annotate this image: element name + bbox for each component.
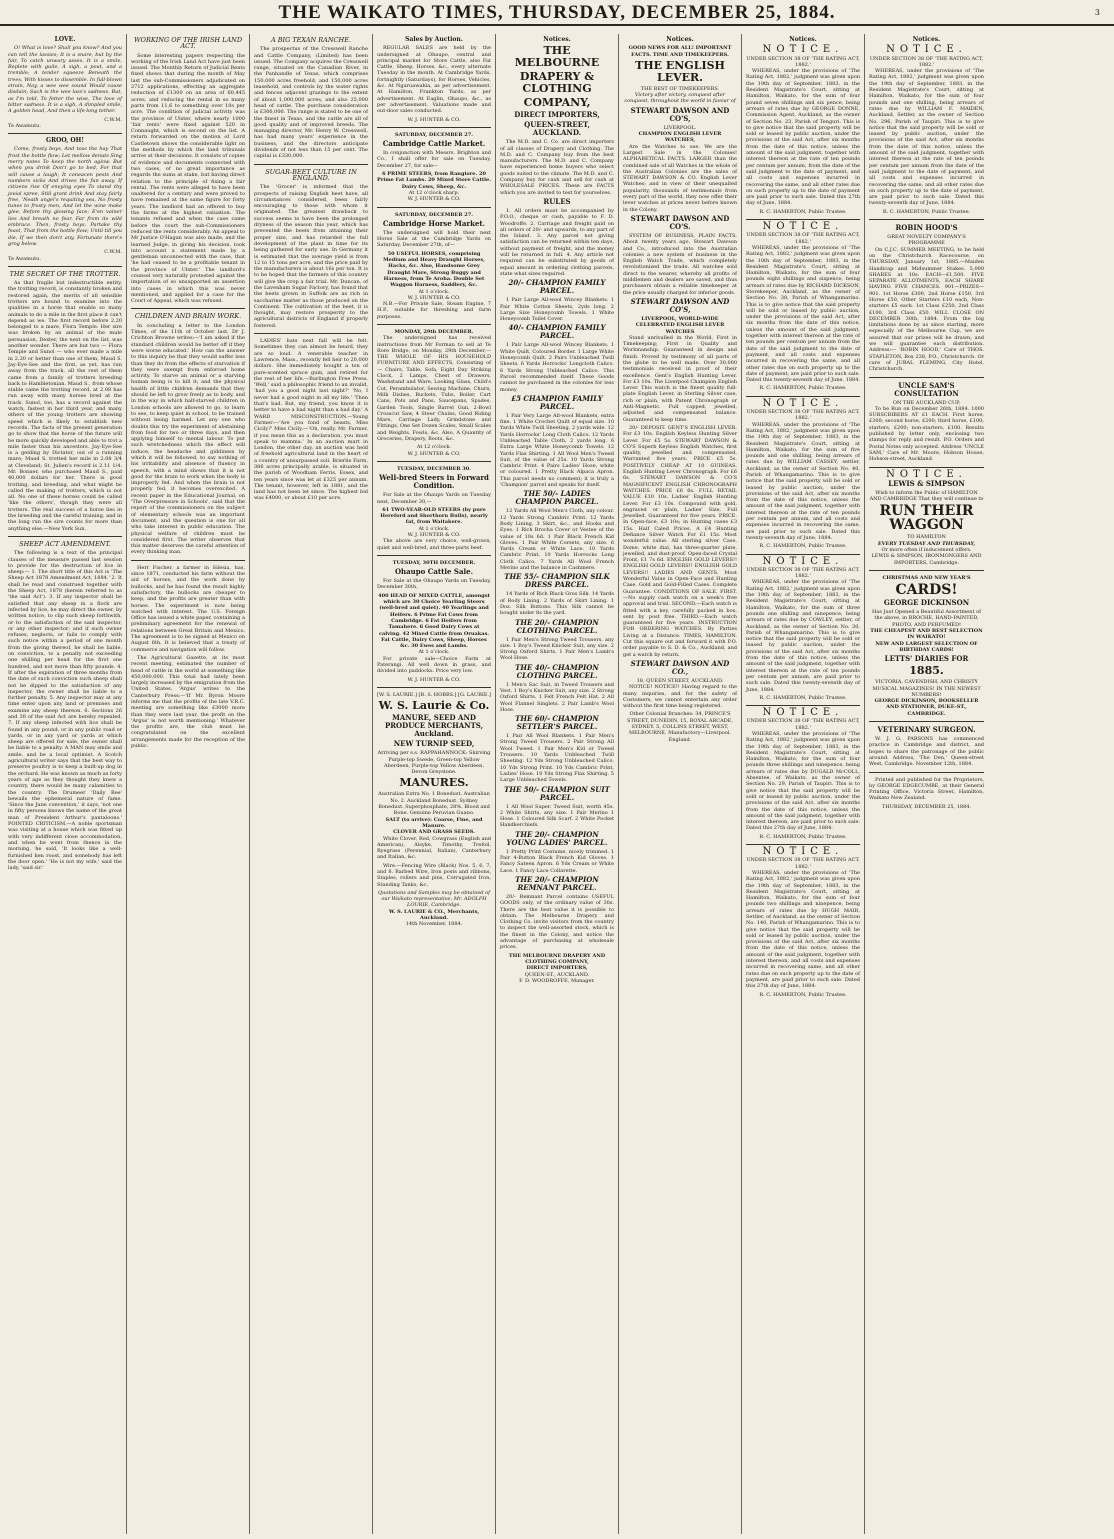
notice-text: WHEREAS, under the provisions of 'The Rating Act, 1882,' judgment was given upon the 19th day of September, 1883, in the Resident Magistrate's Court, sitting at Hamilton, Waikato, for the sum of five pounds and one shilling, being arrears of rates due by WILLIAM CASSEY, settler, Auckland, as the owner of Section No. 40, Parish of Whangamarino. This is to give notice that the said property will be sold or leased by public auction, under the provisions of the said Act, after six months from the date of this notice, unless the amount of the said judgment, together with interest thereon at the rate of ten pounds per centum per annum, and all costs and expenses incurred in recovering the same, are paid prior to such sale. Dated this twenty-seventh day of June, 1884. bbox=[746, 421, 860, 541]
wire-text: Wire.—Fencing Wire (Black) Nos. 5, 6, 7, and 8. Barbed Wire, Iron posts and ribbons, Staples, rollers and pins, Corrugated Iron, Standing Tanks, &c. bbox=[377, 862, 491, 888]
auction-date: SATURDAY, DECEMBER 27. bbox=[395, 131, 473, 138]
ad-subtitle: ON THE AUCKLAND CUP, bbox=[892, 399, 961, 406]
article-text: The 'Grocer' is informed that the prospects of raising English beet have, all circumstances considered, been fairly encouraging to those with whom it originated. The greatest drawback to success seems to have been the prolonged dryness of the season this year, which has prevented the beets from attaining their proper size, and has retarded the full development of the plant in time for its being gathered for early use. In Germany it is estimated that the average yield is from 12 to 15 tons per acre, and the price paid by the manufacturers is about 16s per ton. It is to be hoped that the farmers of this country will give the crop a fair trial. Mr. Duncan, of the Lavenham Sugar Factory, has found that the beets grown in Suffolk are as rich in saccharine matter as those produced on the Continent. The cultivation of the beet, it is thought, may restore prosperity to the agricultural districts of England if properly fostered. bbox=[254, 184, 368, 329]
notice-text: WHEREAS, under the provisions of 'The Rating Act, 1882,' judgment was given upon the 10th day of September, 1883, in the Resident Magistrate's Court, sitting at Hamilton, Waikato, for the sum of four pounds eight shillings and sixpence, being arrears of rates due by RICHARD DICKSON, Storekeeper, Auckland, as the owner of Section No. 38, Parish of Whangamarino. This is to give notice that the said property will be sold or leased by public auction, under the provisions of the said Act, after six months from the date of this notice, unless the amount of the said judgment, together with interest thereon at the rate of ten pounds per centum per annum from the date of the said judgment to the date of payment, and all costs and expenses incurred in recovering the same, and all other rates due on such property up to the date of payment, are paid prior to such sale. Dated this twenty-seventh day of June, 1884. bbox=[746, 244, 861, 384]
parcel-text: 1 Pair Very Large All-wool Blankets, extra fine. 1 White Crochet Quilt of equal size. 10 Yards White Twill Sheeting, 2 yards wide. 12 Yards Horrocks' Long Cloth Calico. 12 Yards Unbleached Table Cloth, 2 yards long. 6 Extra Large White Honeycomb Towels. 12 Yards Flax Shirting. 1 All Wool Men's Tweed Suit, of the value of 25s. 10 Yards Strong Cambric Print. 4 Pairs Ladies' Hose, white or coloured. 1 Pretty Black Alpaca Apron. This parcel needs no comment; it is truly a 'Champion' parcel and speaks for itself. bbox=[500, 412, 614, 489]
firm-signature: W. S. LAURIE & CO., Merchants, Auckland. bbox=[388, 908, 480, 922]
auction-signature: W. J. HUNTER & CO. bbox=[407, 676, 461, 683]
ad-year: 1885. bbox=[909, 664, 944, 678]
notice-signature: R. C. HAMERTON, Public Trustee. bbox=[759, 385, 847, 392]
ad-text: W. J. G. PARSONS has commenced practice in Cambridge and district, and hopes to share the patronage of the public around. Address, 'The Den,' Queen-street West, Cambridge. November 12th, 1884. bbox=[869, 736, 984, 768]
divider bbox=[746, 844, 860, 845]
auction-signature: W. J. HUNTER & CO. bbox=[407, 294, 461, 301]
article-text: As that fragile but indestructible entity, the trotting record, is constantly broken and restored again, the merits of all sensible trotters are bound to examine into the qualities in a horse that enable so many animals to do a mile in the first place it can't depend as we. The first record before 2.20 belonged to a mare, Flora Temple. Her sire was broken by an animal of the mule persuasion, Dexter, the next on the list, was another wonder. There are but two — Flora Temple and Sunol — who ever made a mile in 2.20 or better than one of them, Maud S. Jay-Eye-See and the first, as yet, has run away from the track, all the rest of them came from a family of trotters breeding back to Hambletonian. Maud S., from whose stable came the trotting record, at 2.08 has run away with many horses bred at the track. Sunol, too, has a record against the watch, fastest in her third year, and many others of the young trotters are showing speed which is likely to establish new records. The facts of the present generation go to show that the horse of the future will be more quickly developed and able to trot a mile faster than his ancestors. Jay-Eye-See is a gelding by Dictator, out of a running mare; Maud S. trotted her mile in 2.08 3/4 at Cleveland; St. Julien's record is 2.11 1/4. Mr. Bonner, who purchased Maud S., paid 40,000 dollars for her. There is good trotting, and breeding, and what might be called the making of trotters, which is not all. No one of these horses could be called 'like the others', though they were all trotters. The real success of a horse lies in the breeding and the careful training, and in the long run the sire counts for more than anything else.—New York Sun. bbox=[8, 280, 122, 532]
article-text: LADIES' hats next fall will be felt. Sometimes they can almost be heard, they are so loud. A venerable teacher in Lawrence, Mass., recently fell heir to 20,000 dollars. She immediately bought a ton of pure-scented spruce gum, and retired for the rest of her life.—Burlington Free Press. 'Well,' said a philosophic friend to an invalid, 'had you a good night last night?' 'No, I never had a good night in all my life.' 'Then that's bad. But, my friend, you know it is better to have a bad night than a bad day.' A WARD MISCONSTRUCTION.—Young Farmer:—'Are you fond of beasts, Miss Cicily?' Miss Cicily:—'Oh, really, Mr. Farmer, if you mean this as a declaration, you must speak to mamma.' In an auction mart in London, the other day, an auction was held of freehold agricultural land in the heart of a country of unsurpassed soil. Brierlie Farm, 386 acres principally arable, is situated in the parish of Woodham Ferris, Essex, and ten years since was let at £325 per annum. The tenant, however, left in 1881, and the land has not been let since. The highest bid was £4000, or about £10 per acre. bbox=[254, 338, 368, 502]
auction-signature: W. J. HUNTER & CO. bbox=[407, 532, 461, 538]
divider bbox=[131, 560, 245, 561]
ad-subtitle: THE BEST OF TIMEKEEPERS. bbox=[640, 85, 720, 92]
ad-text: THE CHEAPEST AND BEST SELECTION IN WAIKATO! bbox=[870, 628, 983, 641]
notice-title: NOTICE. bbox=[762, 846, 844, 858]
notice-title: NOTICE. bbox=[762, 44, 844, 56]
ad-text: TO HAMILTON bbox=[907, 534, 946, 541]
parcel-heading: £5 CHAMPION FAMILY PARCEL. bbox=[511, 393, 603, 411]
auction-time: At 12 o'clock sharp. bbox=[408, 189, 460, 196]
divider bbox=[746, 396, 860, 397]
ad-title: ROBIN HOOD'S bbox=[895, 223, 958, 233]
article-heading: WORKING OF THE IRISH LAND ACT. bbox=[133, 36, 243, 51]
auction-note: For private sale—Choice Farm at Paterangi. All well down in grass, and divided into paddocks. Price very low. bbox=[377, 655, 491, 675]
newspaper-title: THE WAIKATO TIMES, THURSDAY, DECEMBER 25, 1884. bbox=[278, 2, 836, 23]
ad-text: NOTICE! NOTICE!! Having regard to the many inquiries, and for the safety of Customers, we cannot entertain any order without the first time being registered. bbox=[623, 684, 737, 710]
article-heading: A BIG TEXAN RANCHE. bbox=[270, 36, 351, 44]
firm-name: STEWART DAWSON AND CO'S, bbox=[630, 296, 730, 314]
parcel-heading: 40/- CHAMPION FAMILY PARCEL. bbox=[508, 323, 606, 341]
column-4 bbox=[373, 34, 496, 1534]
divider bbox=[8, 266, 122, 267]
rules-heading: RULES bbox=[543, 196, 571, 206]
divider bbox=[254, 333, 368, 334]
poem-place: Te Awamutu. bbox=[8, 255, 41, 262]
divider bbox=[869, 467, 984, 468]
parcel-text: 12 Yards All Wool Men's Cloth, any colour. 12 Yards Strong Cambric Print. 12 Yards Body Lining, 3 Skirt, &c., and Hooks and Eyes. 1 Rich Brocha Cover or Vestee of the value of 10s 6d. 1 Pair Black French Kid Gloves. 1 Pair White Corsets, any size. 6 Yards Cream or White Lace. 10 Yards Cambric Print. 10 Yards Horrocks Long Cloth Calico. 7 Yards All Wool French Merino and the balance in Cashmere. bbox=[500, 508, 614, 572]
column-7 bbox=[742, 34, 865, 1534]
ad-text: NEW AND LARGEST SELECTION OF BIRTHDAY CARDS! bbox=[875, 640, 978, 653]
notice-signature: R. C. HAMERTON, Public Trustee. bbox=[759, 991, 847, 998]
manures-text: Australian Extra No. 1 Bonedust. Australian No. 2. Auckland Bonedust. Sydney Bonedust. Superphosphate, 28%. Blood and Bone. Genuine Peruvian Guano. bbox=[378, 791, 490, 817]
auction-text: For Sale at the Ohaupo Yards on Tuesday next, December 30,— bbox=[377, 492, 491, 505]
manures-heading: MANURES. bbox=[399, 776, 469, 790]
article-text: In concluding a letter to the London Times, of the 11th of October last, Dr J. Crichton Browne writes:—'I am asked if the standard children would be better off if they were worse educated.' How can the answer to this inquiry be that they would suffer less than they do from the effects of starvation if they were exempt from enforced home activity. To starve an animal or a starving human being is to kill it; and the physical health of little children demands that they should be left to grow freely as to body, and in the way in which half-starved children in London schools are allowed to go, to learn to see, to keep quiet in school, to be trained without being harmed. Let any one who doubts this try the experiment of abstaining from food for two or three days, and then applying himself to mental labour. To put such wretchedness which the effect will induce, the headache and giddiness by which it will be followed, to say nothing of his irritability and absence of fluency in speech, with a mind shows that it is not good for the brain to work when the body is improperly fed. And when the brain is not properly fed, it becomes overexcited. A recent paper in the Educational Journal, on 'The Overpressure in Schools', said that the report of the commissioners on the subject of elementary schools was an important document, and the question is one for all who take interest in public education. The physical welfare of children must be considered first. The writer observes that this matter deserves the careful attention of every thinking man. bbox=[131, 322, 245, 556]
parcel-text: 1 Pair Large All-wool Wincey Blankets. 1 White Quilt, Coloured Border. 1 Large White Honeycomb Quilt. 2 Pairs Unbleached Twill Sheets. 6 Yards Horrocks' Longcloth Calico. 6 Yards Strong Unbleached Calico. This Parcel recommended itself. These Goods cannot be purchased in the colonies for less money. bbox=[500, 342, 614, 393]
notice-title: NOTICE. bbox=[886, 468, 967, 480]
seed-text: Arriving per s.s. RAPPAHANNOCK: Skirving Purple-top Swede, Green-top Yellow Aberdeen, Purple-top Yellow Aberdeen, Devon Greystone. bbox=[377, 750, 491, 776]
auction-lots: 6 PRIME STEERS, from Rangiore. 20 Prime Fat Lambs. 20 Mixed Store Cattle. Dairy Cows, Sheep, &c. bbox=[377, 171, 491, 190]
section-heading: Sales by Auction. bbox=[405, 36, 463, 43]
parcel-text: 1 Pair Large All-wool Wincey Blankets. 1 Pair White Cotton Sheets, 2yds long. 2 Large Size Honeycomb Towels. 1 White Honeycomb Toilet Cover. bbox=[500, 297, 614, 323]
seed-heading: NEW TURNIP SEED, bbox=[393, 739, 475, 749]
divider bbox=[869, 219, 984, 220]
parcel-heading: THE 20/- CHAMPION CLOTHING PARCEL. bbox=[515, 617, 599, 635]
parcel-text: 1 All Wool Super. Tweed Suit, worth 45s. 2 White Shirts, any size. 1 Pair Merino 1 Hose. 1 Coloured Silk Scarf. 2 White Pocket Handkerchiefs. bbox=[500, 803, 614, 829]
ad-signature: GEORGE DICKINSON, BOOKSELLER AND STATIONER, DUKE-ST., CAMBRIDGE. bbox=[874, 698, 979, 717]
firm-name: GEORGE DICKINSON bbox=[883, 598, 970, 608]
notice-signature: R. C. HAMERTON, Public Trustee. bbox=[882, 208, 971, 215]
auction-text: In conjunction with Messrs. Brighton and Co., I shall offer for sale on Tuesday, December 27, for sale— bbox=[377, 150, 491, 169]
notice-signature: R. C. HAMERTON, Public Trustee. bbox=[759, 543, 847, 550]
section-heading: Notices. bbox=[789, 36, 817, 43]
parcel-text: 14 Yards of Rich Black Gros Silk. 14 Yards of Body Lining. 2 Yards of Skirt Lining. 1 Doz. Silk Buttons. This Silk cannot be bought under 8s the yard. bbox=[500, 591, 614, 617]
notice-title: NOTICE. bbox=[762, 555, 844, 567]
parcel-heading: THE 50/- CHAMPION SUIT PARCEL. bbox=[504, 784, 610, 802]
ad-title: DRAPERY & CLOTHING bbox=[519, 70, 595, 96]
ad-title: THE MELBOURNE bbox=[514, 44, 600, 70]
auction-date: TUESDAY, DECEMBER 30. bbox=[397, 465, 471, 472]
parcel-text: 1 Pretty Print Costume, nicely trimmed. 1 Pair 4-Button Black French Kid Gloves. 1 Fancy Sateen Apron. 6 Yds Cream or White Lace. 1 Fancy Lace Collarette. bbox=[500, 848, 614, 874]
auction-note: The above are very choice, well-grown, quiet and well-bred, and three-parts beef. bbox=[377, 538, 491, 551]
firm-name: STEWART DAWSON AND CO'S, bbox=[630, 105, 730, 123]
ad-address: QUEEN-STREET, AUCKLAND. bbox=[524, 120, 590, 138]
article-text: The Agricultural Gazette, at its most recent meeting, estimated the number of head of cattle in the world at something like 450,000,000. This total had lately been largely increased by the emigration from the United States. 'Argus' writes to the Canterbury Press:—'If Mr. Byron Moore informs me that the profits of the late V.R.C. meeting are something like £3000 more than they were last year, the profit on the 'Argus' is not worth mentioning.' Whatever the profits are, the club must be congratulated on the excellent arrangements made for the reception of the public. bbox=[131, 654, 245, 750]
ad-heading: CHAMPION ENGLISH LEVER WATCHES, bbox=[638, 131, 722, 144]
column-1 bbox=[4, 34, 127, 1534]
section-heading: Notices. bbox=[912, 36, 941, 43]
notice-text: WHEREAS, under the provisions of 'The Rating Act, 1882,' judgment was given upon the 19th day of September, 1883, in the Resident Magistrate's Court, sitting at Hamilton, Waikato, for the sum of four pounds two shillings and ninepence, being arrears of rates due by HUGH MAIR, Settler, of Auckland, as the owner of Section No. 140, Parish of Whangamarino. This is to give notice that the said property will be sold or leased by public auction, under the provisions of the said Act, after six months from the date of this notice, unless the amount of the said judgment, together with interest thereon, and all costs and expenses incurred in recovering same, and all other rates due on such property up to the date of payment, are paid prior to such sale. Dated this 27th day of June, 1884. bbox=[746, 869, 860, 990]
auction-lots: 400 HEAD OF MIXED CATTLE, amongst which are 30 Choice Yearling Steers (well-bred and quiet). 40 Yearlings and Heifers. 6 Prime Fat Cows from Cambridge. 6 Fat Heifers from Tamahere. 6 Good Dairy Cows at calving. 42 Mixed Cattle from Oruakas. Fat Cattle, Dairy Cows, Sheep, Horses &c. 30 Ewes and Lambs. bbox=[378, 592, 490, 650]
divider bbox=[746, 219, 860, 220]
parcel-text: 20/- Remnant Parcel contains USEFUL GOODS only, of the ordinary value of 30s. There are the best value it is possible to obtain. The Melbourne Drapery and Clothing Co. invite visitors from the country to inspect the well-assorted stock, which is the finest in the Colony, and notice the advantage of purchasing at wholesale prices. bbox=[500, 893, 614, 951]
article-heading: SHEEP ACT AMENDMENT. bbox=[19, 539, 111, 548]
ad-text: VICTORIA, CAVENDISH, AND CHRISTY MUSICAL MAGAZINES! IN THE NEWEST NUMBERS! bbox=[872, 679, 981, 698]
divider bbox=[377, 555, 491, 556]
column-8 bbox=[865, 34, 988, 1534]
firm-city: LIVERPOOL. bbox=[663, 124, 697, 131]
auction-heading: Ohaupo Cattle Sale. bbox=[394, 567, 474, 577]
poem-text: Come, frosty boys, And toss the hay That frost the bottle flow; Let mellow denuts Sing merry notes To keep the north aglow. But when you drink Don't go to bed, For that will cause a laugh; It coneacen pests And numbers sicks And drives the fun away. If citizens rise Of envying eyes To stand thy jovial spree, Still grant drink And stay fairly free, 'Neath angel's requiting sea, No frosty tunes to frosty men, And let the wine make glee, Before thy glowing face; E'en vainer lies And breath no fear, Far from its wild embrace. Then, frosty boys, Partake thy feast, That from the bottle flow; Until till you die, If we then don't any, Fortunate there's grog below. bbox=[8, 146, 122, 247]
ad-text: SYSTEM OF BUSINESS, PLAIN FACTS. About twenty years ago, Stewart Dawson and Co., introduced into the Australian colonies a new system of business in the English Watch Trade, which completely revolutionized the trade. All watches sold direct to the wearer, whereby all profits of middlemen and dealers are saved, and thus purchasers obtain a reliable timekeeper at the price usually charged for inferior goods. bbox=[623, 232, 737, 296]
article-text: Some interesting papers respecting the working of the Irish Land Act have just been issued. The Monthly Return of Judicial Rents fixed shows that during the month of May last the sub-Commissioners adjudicated on 2712 applications, effecting an aggregate reduction of £1300 on an area of 60,445 acres, and reducing the rental in so many parts from 11,6 to something over 10s per acre. The condition of judicial activity was the province of Ulster, where nearly 1000 'fair rents' were fixed against 520 in Connaught, which is second on the list. A return forwarded on the motion of Lord Castletown shows the considerable light on the methods by which the land tribunals arrive at their decisions. It consists of copies of evidence and documents connected with two cases, of no great importance as regards the sums at stake, but having direct relation to the principle of fixing a fair rental. The rents were alleged to have been unaltered for a century and were proved to have remained at the same figure for forty years. The landlord had an offered to buy the farms at the highest valuation. The tenants refused and when the case came before the court the sub-Commissioners reduced the rents considerably. An appeal to Mr Justice O'Hagan was also made, and the learned Judge, in giving his decision, took into account a statement made by a gentleman unconnected with the case, that 'he had ceased to be a profitable tenant in the province of Ulster.' The landlord's counsel very naturally protested against the importation of so unsupported an assertion into cases in which this was never mentioned, and applied for a case for the Court of Appeal, which was refused. bbox=[131, 52, 245, 305]
divider bbox=[869, 377, 984, 378]
ad-title: VETERINARY SURGEON. bbox=[877, 725, 976, 735]
auction-time: At 1 o'clock. bbox=[418, 525, 450, 532]
article-text: The following is a text of the principal clauses of the measure passed last session to provide for the destruction of lice in sheep:— 1. The short title of this Act is 'The Sheep Act 1878 Amendment Act, 1884.' 2. It shall be read and construed together with the Sheep Act, 1878 (herein referred to as 'the said Act'). 3. If any inspector shall be satisfied that any sheep in a flock are infected by lice, he may direct the owner, by written notice, to clip such sheep forthwith, or to the satisfaction of the said inspector, or any other inspector; and if such owner refuses, neglects, or fails to comply with such notice within a period of one month from the giving thereof, he shall be liable, on conviction, to a penalty not exceeding one shilling per head for the first one hundred, and not more than fifty pounds. 4. If after the expiration of three months from the date of such conviction such sheep shall not be dipped to the satisfaction of any inspector, the owner shall be liable to a further penalty. 5. Any inspector may at any time enter upon any land or premises and examine any sheep thereon. 6. Sections 26 and 30 of the said Act are hereby repealed. 7. If any sheep infected with lice shall be found in any pound, or in any public road or yards, or in any yard or yards at which sheep are offered for sale, the owner shall be liable to a penalty. A MAN may smile and smile, and be a local optimist. A Scotch agricultural writer says that the best way to preserve poultry is to keep a built-up dog in the orchard. He was known as much as forty years of age as they thought they knew a country, there would be many calamities to the country. The Drumeer 'Daily Bee' bewails the ephemeral nature of fame. 'Since the June convention,' it says, 'not one in fifty persons knows the name of the great man of President Arthur's pantaloons.' POINTED CRITICISM.—A noble sportsman was visiting at a house which was fitted up with very indifferent close accommodation, and when he went from thence in the morning, he said, 'It looks like a well-furnished hen roost, and somebody has left the door open.' 'He is not my wife,' said the lady, 'said sir.' bbox=[8, 550, 122, 872]
ad-signature: QUEEN-ST., AUCKLAND. bbox=[524, 971, 590, 978]
branch-list: Other Colonial Branches: 34, PRINCE'S STREET, DUNEDIN. 15, ROYAL ARCADE, SYDNEY. 5, COLLINS STREET, WEST, MELBOURNE. Manufactory—Liverpool, England. bbox=[627, 711, 733, 743]
quotations-text: Quotations and Samples may be obtained of our Waikato representative, Mr. ADOLPH LOURIE, Cambridge. bbox=[378, 889, 490, 909]
imprint: Printed and published for the Proprietors, by GEORGE EDGECUMBE, at their General Printing Office, Victoria Street, Hamilton, Waikato New Zealand. bbox=[869, 776, 984, 802]
section-heading: Notices. bbox=[543, 36, 571, 43]
firm-name: STEWART DAWSON AND CO'S. bbox=[630, 213, 730, 231]
ad-text: LETTS' DIARIES FOR bbox=[884, 654, 969, 664]
ad-signature: F. D. WOODROFFE, Manager. bbox=[519, 977, 595, 984]
poem-place: Te Awamutu. bbox=[8, 122, 41, 129]
ad-big-text: CARDS! bbox=[895, 582, 958, 599]
column-5 bbox=[496, 34, 619, 1534]
notice-subtitle: UNDER SECTION 38 OF 'THE RATING ACT, 1882.' bbox=[746, 566, 860, 580]
notice-subtitle: UNDER SECTION 38 OF 'THE RATING ACT, 1882.' bbox=[746, 409, 860, 422]
divider bbox=[869, 570, 984, 571]
auction-date: MONDAY, 29th DECEMBER. bbox=[394, 328, 474, 335]
clover-heading: CLOVER AND GRASS SEEDS. bbox=[393, 829, 475, 836]
parcel-heading: THE 40/- CHAMPION CLOTHING PARCEL. bbox=[515, 662, 599, 680]
notice-text: WHEREAS, under the provisions of 'The Rating Act, 1882,' judgment was given upon the 19th day of September, 1883, in the Resident Magistrate's Court, sitting at Hamilton, Waikato, for the sum of four pounds three shillings and ninepence, being arrears of rates due by DUGALD McCOLL, Absentee, of Waikato, as the owner of Section No. 29, Parish of Taupiri. This is to give notice that the said property will be sold or leased by public auction, under the provisions of the said Act, after six months from the date of this notice, unless the amount of the said judgment, together with interest thereon, are paid prior to such sale. Dated this 27th day of June, 1884. bbox=[746, 730, 860, 832]
article-heading: SUGAR-BEET CULTURE IN ENGLAND. bbox=[265, 167, 357, 182]
notice-subtitle: UNDER SECTION 38 OF 'THE RATING ACT, 1882.' bbox=[746, 232, 860, 245]
poem-text: O! What is love? Shall you know? And you can tell the lassies; It is a snare, but by the fair, To catch unwary asses. It is a smile, Replete with guile, A sigh, a pout, and a tremble; A tender squeeze Beneath the trees, With kisses to dissemble. In full-blown strain, Nay, a wee wee sound Would cause disdain; Such is the wee lass's sadness. But, as I'm told, To fetter the wise, The love of bitter sadness. It is a sigh, A dimpled smile, A golden head, And then a life-long tether. bbox=[8, 45, 122, 115]
ad-text: On C.J.C. SUMMER MEETING, to be held on the Christchurch Racecourse, on THURSDAY, January 1st, 1885.—Maiden Handicap and Midsummer Stakes. 5,000 SHARES at 10s. EACH—£1,500. FIVE SEPARATE ALLOTMENTS, EACH SHARE HAVING FIVE CHANCES. 901—PRIZES—901. 1st Horse £300, 2nd Horse £150, 3rd Horse £50, Other Starters £10 each, Non-starters £5 each. 1st Class £250, 2nd Class £100, 3rd Class £50. WILL CLOSE ON DECEMBER 30th, 1884. From the big limitations done by us since starting, more especially of the Melbourne Cup, we are assured that our prizes will be drawn; and we will guarantee each distribution. Address:— 'ROBIN HOOD,' Care of THOS. STAPLETON, Box 238, P.O., Christchurch. Or care of JUBAL FLEMING, City Hotel, Christchurch. bbox=[869, 246, 984, 373]
auction-text: The undersigned has received instructions from Mr Forman to sell at Te Rore Bridge, on Monday, 29th December,— THE WHOLE OF HIS HOUSEHOLD FURNITURE AND EFFECTS, Consisting of— Chairs, Table, Sofa, Eight Day Striking Clock, 2 Lamps, Chest of Drawers, Washstand and Ware, Looking Glass, Child's Cot, Perambulator, Sewing Machine, Churn, Milk Dishes, Buckets, Tubs, Boiler, Cart Cans, Pots and Pans, Saucepans, Spades, Garden Tools, Single Barrel Gun, 2-Bowl Crosscut Saw, 4 Steer Chains, Good Riding Mare, Carriage Lady, Grindstone and Fittings, One Set Dozen Scales, Small Scales and Weights, Fowls, &c. Also, A Quantity of Groceries, Drapery, Boots, &c. bbox=[377, 335, 491, 443]
ad-kicker: GOOD NEWS FOR ALL! IMPORTANT FACTS. TIME AND TIMEKEEPERS. bbox=[628, 45, 732, 58]
ad-title: THE ENGLISH LEVER. bbox=[635, 58, 725, 84]
divider bbox=[377, 127, 491, 128]
column-6 bbox=[619, 34, 742, 1534]
notice-text: WHEREAS, under the provisions of 'The Rating Act, 1882,' judgment was given upon the 19th day of September, 1883, in the Resident Magistrate's Court, sitting at Hamilton, Waikato, for the sum of four pounds and one shilling, being arrears of rates due by WILLIAM F. MAIDEN, Auckland, Settler, as the owner of Section No. 296, Parish of Taupiri. This is to give notice that the said property will be sold or leased by public auction, under the provisions of the said Act, after six months from the date of this notice, unless the amount of the said judgment, together with interest thereon at the rate of ten pounds per centum per annum from the date of the said judgment to the date of payment, and all costs and expenses incurred in recovering the same, and all other rates due on such property up to the date of payment, are paid prior to such sale. Dated this twenty-seventh day of June, 1884. bbox=[869, 68, 984, 207]
firm-name: STEWART DAWSON AND CO., bbox=[630, 658, 730, 676]
divider bbox=[8, 536, 122, 537]
auction-text: For Sale at the Ohaupo Yards on Tuesday, December 30th, bbox=[377, 578, 491, 591]
parcel-heading: THE 55/- CHAMPION SILK DRESS PARCEL. bbox=[504, 572, 610, 590]
notice-signature: R. C. HAMERTON, Public Trustee. bbox=[759, 833, 847, 840]
auction-time: At 1 o'clock. bbox=[418, 288, 450, 295]
firm-address: 18, QUEEN STREET, AUCKLAND. bbox=[636, 677, 724, 684]
parcel-heading: THE 20/- CHAMPION REMNANT PARCEL. bbox=[515, 874, 599, 892]
page-number: 3 bbox=[1094, 8, 1100, 17]
parcel-heading: THE 60/- CHAMPION SETTLER'S PARCEL. bbox=[515, 714, 599, 732]
firm-subtitle: MANURE, SEED AND PRODUCE MERCHANTS, Auckland. bbox=[384, 713, 484, 739]
ad-signature: DIRECT IMPORTERS, bbox=[526, 965, 588, 972]
divider bbox=[746, 554, 860, 555]
parcel-heading: THE 20/- CHAMPION YOUNG LADIES' PARCEL. bbox=[506, 829, 608, 847]
auction-heading: Cambridge Horse Market. bbox=[382, 218, 486, 228]
auction-signature: W. J. HUNTER & CO. bbox=[407, 196, 461, 203]
auction-time: At 1 o'clock. bbox=[418, 649, 450, 656]
ad-text: Stand unrivalled in the World, First in Timekeeping; First in Quality and Workmanship. Guaranteed in design and finish. Proved by testimony of all parts of the globe to be well made. Over 30,000 testimonials received in proof of their excellence. Gent's English Hunting Lever. For £3 10s. The Liverpool Champion English Lever. This watch is the finest quality full-plate English Lever, in Sterling Silver case, rich or plain, with Patent Chronograph or Anti-Magnetic. Full capped, jewelled, adjusted and compensated balance. Guaranteed to keep time. bbox=[623, 334, 737, 423]
divider bbox=[377, 324, 491, 325]
ad-text: To be Run on December 26th, 1884. 1000 SUBSCRIBERS AT £1 EACH. First horse, £300; second horse, £200; third horse, £100; starters, £200; non-starters, £100. Results published by letter only, enclosing two stamps for reply and result. P.O. Orders and Postal Notes only accepted. Address 'UNCLE SAM,' Care of Mr. Moore, Hobson House, Hobson-street, Auckland. bbox=[869, 405, 984, 463]
ad-title: COMPANY, bbox=[523, 96, 591, 110]
auction-heading: Well-bred Steers in Forward Condition. bbox=[379, 473, 489, 491]
firm-partners: [W. S. LAURIE.] [R. S. HOBBS.] [G. LAURIE.] bbox=[377, 691, 492, 698]
poem-author: C.W.M. bbox=[104, 249, 122, 256]
column-2 bbox=[127, 34, 250, 1534]
auction-text: The undersigned will hold their next Horse Sale at the Cambridge Yards on Saturday, December 27th, of— bbox=[377, 229, 491, 249]
notice-text: WHEREAS, under the provisions of 'The Rating Act, 1882,' judgment was given upon the 19th day of September, 1883, in the Resident Magistrate's Court, sitting at Hamilton, Waikato, for the sum of three pounds one shilling and ninepence, being arrears of rates due by COWLEY, settler, of Auckland, as the owner of Section No. 30, Parish of Whangamarino. This is to give notice that the said property will be sold or leased by public auction, under the provisions of the said Act, after six months from the date of this notice, unless the amount of the said judgment, together with interest thereon at the rate of ten pounds per centum per annum, are paid prior to such sale. Dated this twenty-seventh day of June, 1884. bbox=[746, 579, 860, 693]
auction-signature: W. J. HUNTER & CO. bbox=[407, 450, 461, 457]
firm-name: LEWIS & SIMPSON bbox=[888, 478, 965, 488]
auction-lots: 61 TWO-YEAR-OLD STEERS (by pure Hereford and Shorthorn Bulls), nearly fat, from Waitakere. bbox=[380, 506, 488, 526]
firm-date: 14th November, 1884. bbox=[405, 921, 463, 928]
column-3 bbox=[250, 34, 373, 1534]
salt-heading: SALT (to arrive): Coarse, Fine, and Manure. bbox=[385, 816, 483, 829]
notice-signature: R. C. HAMERTON, Public Trustee. bbox=[759, 208, 847, 215]
notice-title: NOTICE. bbox=[886, 44, 967, 56]
article-text: Herr Fischer, a farmer in Silesia, has, since 1871, conducted his farm without the aid of horses, and the work done by bullocks, and he has found the result highly satisfactory, the bullocks are cheaper to keep, and the profits are greater than with horses. The experiment is now being watched with interest. The U.S. Foreign Office has issued a white paper, containing a preliminary agreement for the renewal of relations between Great Britain and Mexico. The agreement is to be signed at Mexico on August 6th. It is believed that a treaty of commerce and navigation will follow. bbox=[131, 564, 245, 653]
ad-signature: THE MELBOURNE DRAPERY AND CLOTHING COMPANY, bbox=[508, 952, 606, 965]
auction-heading: Cambridge Cattle Market. bbox=[382, 139, 486, 149]
clover-text: White Clover, Red, Cowgrass (English and American), Alsyke, Timothy, Trefoil, Ryegrass (Perennial, Italian), Canterbury and Italian, &c. bbox=[377, 835, 491, 861]
auction-date: TUESDAY, 30TH DECEMBER. bbox=[392, 559, 476, 566]
ad-subtitle: GREAT NOVELTY COMPANY'S PROGRAMME bbox=[887, 234, 966, 247]
ad-text: EVERY TUESDAY AND THURSDAY, bbox=[877, 540, 976, 547]
auction-text: REGULAR SALES are held by the undersigned at Ohaupo, central and principal market for Store Cattle, also Fat Cattle, Sheep, Horses, &c., every alternate Tuesday in the month. At Cambridge Yards, fortnightly (Saturdays), for Horses, Vehicles, &c. At Ngaruawahia, as per advertisement. At Hamilton, Frankton Yards, as per advertisement. At Eaglin, Ohaupo, &c., as per advertisement. Valuations made and out-door sales conducted. bbox=[377, 45, 491, 115]
parcel-heading: 20/- CHAMPION FAMILY PARCEL. bbox=[508, 278, 606, 296]
notice-title: NOTICE. bbox=[762, 397, 844, 409]
rules-text: 1. All orders must be accompanied by P.O.O., cheque or cash, payable to F. D. Woodroffe. 2. Carriage and freight paid on all orders of 20/- and upwards, to any part of the Island. 3. Any parcel not giving satisfaction can be returned within ten days, without payment of freight, and the money will be returned in full. 4. Any article not required can be substituted by goods of equal amount in ordering clothing parcels, state what sizes required. bbox=[500, 207, 614, 277]
ad-text: Or more often if inducement offers. bbox=[881, 547, 972, 553]
ad-title: UNCLE SAM'S CONSULTATION bbox=[894, 380, 959, 398]
article-heading: CHILDREN AND BRAIN WORK. bbox=[134, 312, 242, 321]
firm-name: W. S. Laurie & Co. bbox=[378, 699, 490, 713]
notice-subtitle: UNDER SECTION 38 OF 'THE RATING ACT, 1882.' bbox=[746, 857, 860, 870]
ad-kicker: CHRISTMAS AND NEW YEAR'S bbox=[882, 574, 971, 581]
ad-text: The M.D. and C. Co. are direct importers of all classes of Drapery and Clothing. The M.D. and C. Company buy from the best manufacturers. The M.D. and C. Company have experienced home buyers who select goods suited to the climate. The M.D. and C. Company buy for cash and sell for cash at WHOLESALE PRICES. These are FACTS which you are invited to test for yourselves. bbox=[500, 139, 614, 196]
notice-signature: R. C. HAMERTON, Public Trustee. bbox=[759, 694, 847, 701]
ad-subtitle: DIRECT IMPORTERS, bbox=[514, 110, 600, 120]
imprint-date: THURSDAY, DECEMBER 25, 1884. bbox=[881, 803, 972, 810]
poem-author: C.W.M. bbox=[104, 116, 122, 123]
ad-signature: LEWIS & SIMPSON, IRONMONGERS AND IMPORTERS, Cambridge. bbox=[871, 553, 982, 566]
article-text: The prospectus of the Cresswell Ranche and Cattle Company, (Limited) has been issued. The Company acquires the Cresswell range, situated on the Canadian River, in the Panhandle of Texas, which comprises 150,000 acres freehold, and 150,000 acres leasehold, and controls by the water rights and fences adjacent grazings to the extent of about 1,000,000 acres, and also 25,000 head of cattle. The purchase consideration is £306,000. The range is stated to be one of the finest in Texas, and the cattle are all of good quality and of improved breeds. The managing director, Mr. Henry W. Cresswell, has had many years' experience in the business, and the directors anticipate dividends of not less than 15 per cent. The capital is £330,000. bbox=[254, 46, 368, 160]
ad-text: Are the Watches to use. We are the Largest Sale in the Colonies! ALPHABETICAL FACTS. LARGER than the combined sale of all Watches in the whole of the Australian Colonies are the sales of STEWART DAWSON & CO. English Lever Watches; and in view of their unequalled popularity, thousands of testimonials from every part of the world, they now offer their lever watches at prices never before known in the Colony. bbox=[623, 143, 737, 213]
auction-time: At 12 o'clock. bbox=[416, 444, 452, 451]
notice-subtitle: UNDER SECTION 38 OF 'THE RATING ACT, 1882.' bbox=[746, 55, 860, 68]
notice-text: WHEREAS, under the provisions of 'The Rating Act, 1882,' judgment was given upon the 19th day of September, 1883, in the Resident Magistrate's Court, sitting at Hamilton, Waikato, for the sum of four pound seven shillings and six pence, being arrears of rates due by GEORGE DONNE, Commission Agent, Auckland, as the owner of Section No. 23, Parish of Tenguri. This is to give notice that the said property will be sold or leased by public auction, under the provisions of the said Act, after six months from the date of this notice, unless the amount of the said judgment, together with interest thereon at the rate of ten pounds per centum per annum, from the date of the said judgment to the date of payment, and all costs and expenses incurred in recovering the same, and all other rates due on such property up to the date of payment are paid prior to such sale. Dated this 27th day of June, 1884. bbox=[746, 68, 860, 207]
auction-note: N.B.—For Private Sale, Steam Engine, 7 H.P., suitable for threshing and farm purposes. bbox=[377, 301, 491, 320]
notice-subtitle: UNDER SECTION 38 OF 'THE RATING ACT, 1882.' bbox=[869, 55, 984, 68]
auction-lots: 50 USEFUL HORSES, comprising Medium and Heavy Draught Horses, Hacks, &c. Also, Handsome Grey Draught Mare, Strong Buggy and Harness, from Te Aroha. Double Set Waggon Harness, Saddlery, &c. bbox=[383, 250, 485, 289]
notice-title: NOTICE. bbox=[762, 221, 844, 233]
ad-heading: LIVERPOOL, WORLD-WIDE CELEBRATED ENGLISH LEVER WATCHES bbox=[635, 315, 725, 335]
parcel-text: 1 Pair Men's Strong Tweed Trousers, any size. 1 Boy's Tweed Knicker Suit, any size. 2 Strong Oxford Shirts. 1 Pair Men's Lamb's Wool Hose. bbox=[500, 636, 614, 662]
notice-title: NOTICE. bbox=[762, 707, 844, 719]
divider bbox=[869, 772, 984, 773]
price-list: 20/- DEPOSIT. GENT'S ENGLISH LEVER. For £3 10s. English Keyless Hunting Silver Lever. For £5 5s. STEWART DAWSON & CO'S Superb Keyless English Watches, first quality, jewelled and compensated. Warranted five years. PRICE £5 5s. POSITIVELY CHEAP AT 10 GUINEAS. English Hunting Lever Chronograph. For £6 6s. STEWART DAWSON & CO'S MAGNIFICENT ENGLISH CHRONOGRAPH WATCHES. PRICE £6 6s. FULL RETAIL VALUE £10 10s. Ladies' English Hunting Lever. For £3 10s. Compound with gold, engraved or plain, Ladies' Size, Full Jewelled. Guaranteed for five years. PRICE. In Open-face, £3 10s; in Hunting cases £3 15s. Half Caled Prices. A £4 Hunting Defiance Silver Watch For £1 15s. Most wonderful value. All sterling silver Case, Dome, white dial, has three-quarter plate, jewelled, and dust-proof. Open-faced Crystal Front, £1 7s 6d. ENGLISH GOLD LEVERS!! ENGLISH GOLD LEVERS!! ENGLISH GOLD LEVERS!! LADIES AND GENTS. Most Wonderful Value in Open-Face and Hunting Case. Gold and Gold-Filled Cases. Complete Guarantee. CONDITIONS OF SALE. FIRST.—No supply cash watch on a week's free approval and trial. SECOND.—Each watch is fitted with a key, carefully packed in box, sent by post free. THIRD.—Each watch guaranteed for five years. INSTRUCTION FOR ORDERING WATCHES. By Parties Living at a Distance. TIMES, HAMILTON. Cut this square out and forward it with P.O. order payable to S. D. & Co., Auckland, and get a watch by return. bbox=[623, 424, 737, 658]
ad-text: Victory after victory, conquest after conquest, throughout the world in favour of bbox=[624, 92, 736, 105]
masthead bbox=[0, 0, 1114, 26]
divider bbox=[254, 164, 368, 165]
divider bbox=[746, 705, 860, 706]
divider bbox=[377, 687, 491, 688]
parcel-heading: THE 50/- LADIES CHAMPION PARCEL. bbox=[515, 489, 599, 507]
ad-text: Wish to inform the Public of HAMILTON AND CAMBRIDGE That they will continue to bbox=[869, 489, 984, 503]
divider bbox=[869, 721, 984, 722]
poem-title: LOVE. bbox=[54, 36, 76, 43]
ad-text: Has Just Opened a Beautiful Assortment of the above, in BROCHE, HAND-PAINTED, PHOTO, AND PERFUMED! bbox=[872, 609, 981, 628]
parcel-text: 1 Pair All Wool Blankets. 1 Pair Men's Strong Tweed Trousers. 2 Pair Strong All Wool Tweed. 1 Pair Men's Kid or Tweed Trousers. 10 Yards Unbleached Twill Sheeting. 12 Yds Strong Unbleached Calico. 10 Yds Strong Print. 10 Yds Cambric Print, Ladies' Hose. 10 Yds Strong Flax Shirting. 5 Large Unbleached Towels. bbox=[500, 733, 614, 784]
auction-signature: W. J. HUNTER & CO. bbox=[407, 116, 461, 123]
divider bbox=[131, 308, 245, 309]
divider bbox=[377, 207, 491, 208]
parcel-text: 1 Men's Sac Suit, in Tweed Trousers and Vest. 1 Boy's Knicker Suit, any size. 2 Strong Oxford Shirts. 1 Felt French Felt Hat. 2 All Wool Flannel Singlets. 2 Pair Lamb's Wool Hose. bbox=[500, 681, 615, 713]
auction-date: SATURDAY, DECEMBER 27. bbox=[395, 211, 473, 218]
poem-title: GROO, OH! bbox=[46, 137, 84, 145]
divider bbox=[8, 133, 122, 134]
divider bbox=[377, 461, 491, 462]
article-heading: THE SECRET OF THE TROTTER. bbox=[9, 269, 121, 278]
ad-big-text: RUN THEIR WAGGON bbox=[879, 503, 974, 534]
notice-subtitle: UNDER SECTION 38 OF 'THE RATING ACT, 1882.' bbox=[746, 718, 860, 731]
newspaper-page bbox=[4, 34, 1110, 1534]
section-heading: Notices. bbox=[666, 36, 694, 43]
